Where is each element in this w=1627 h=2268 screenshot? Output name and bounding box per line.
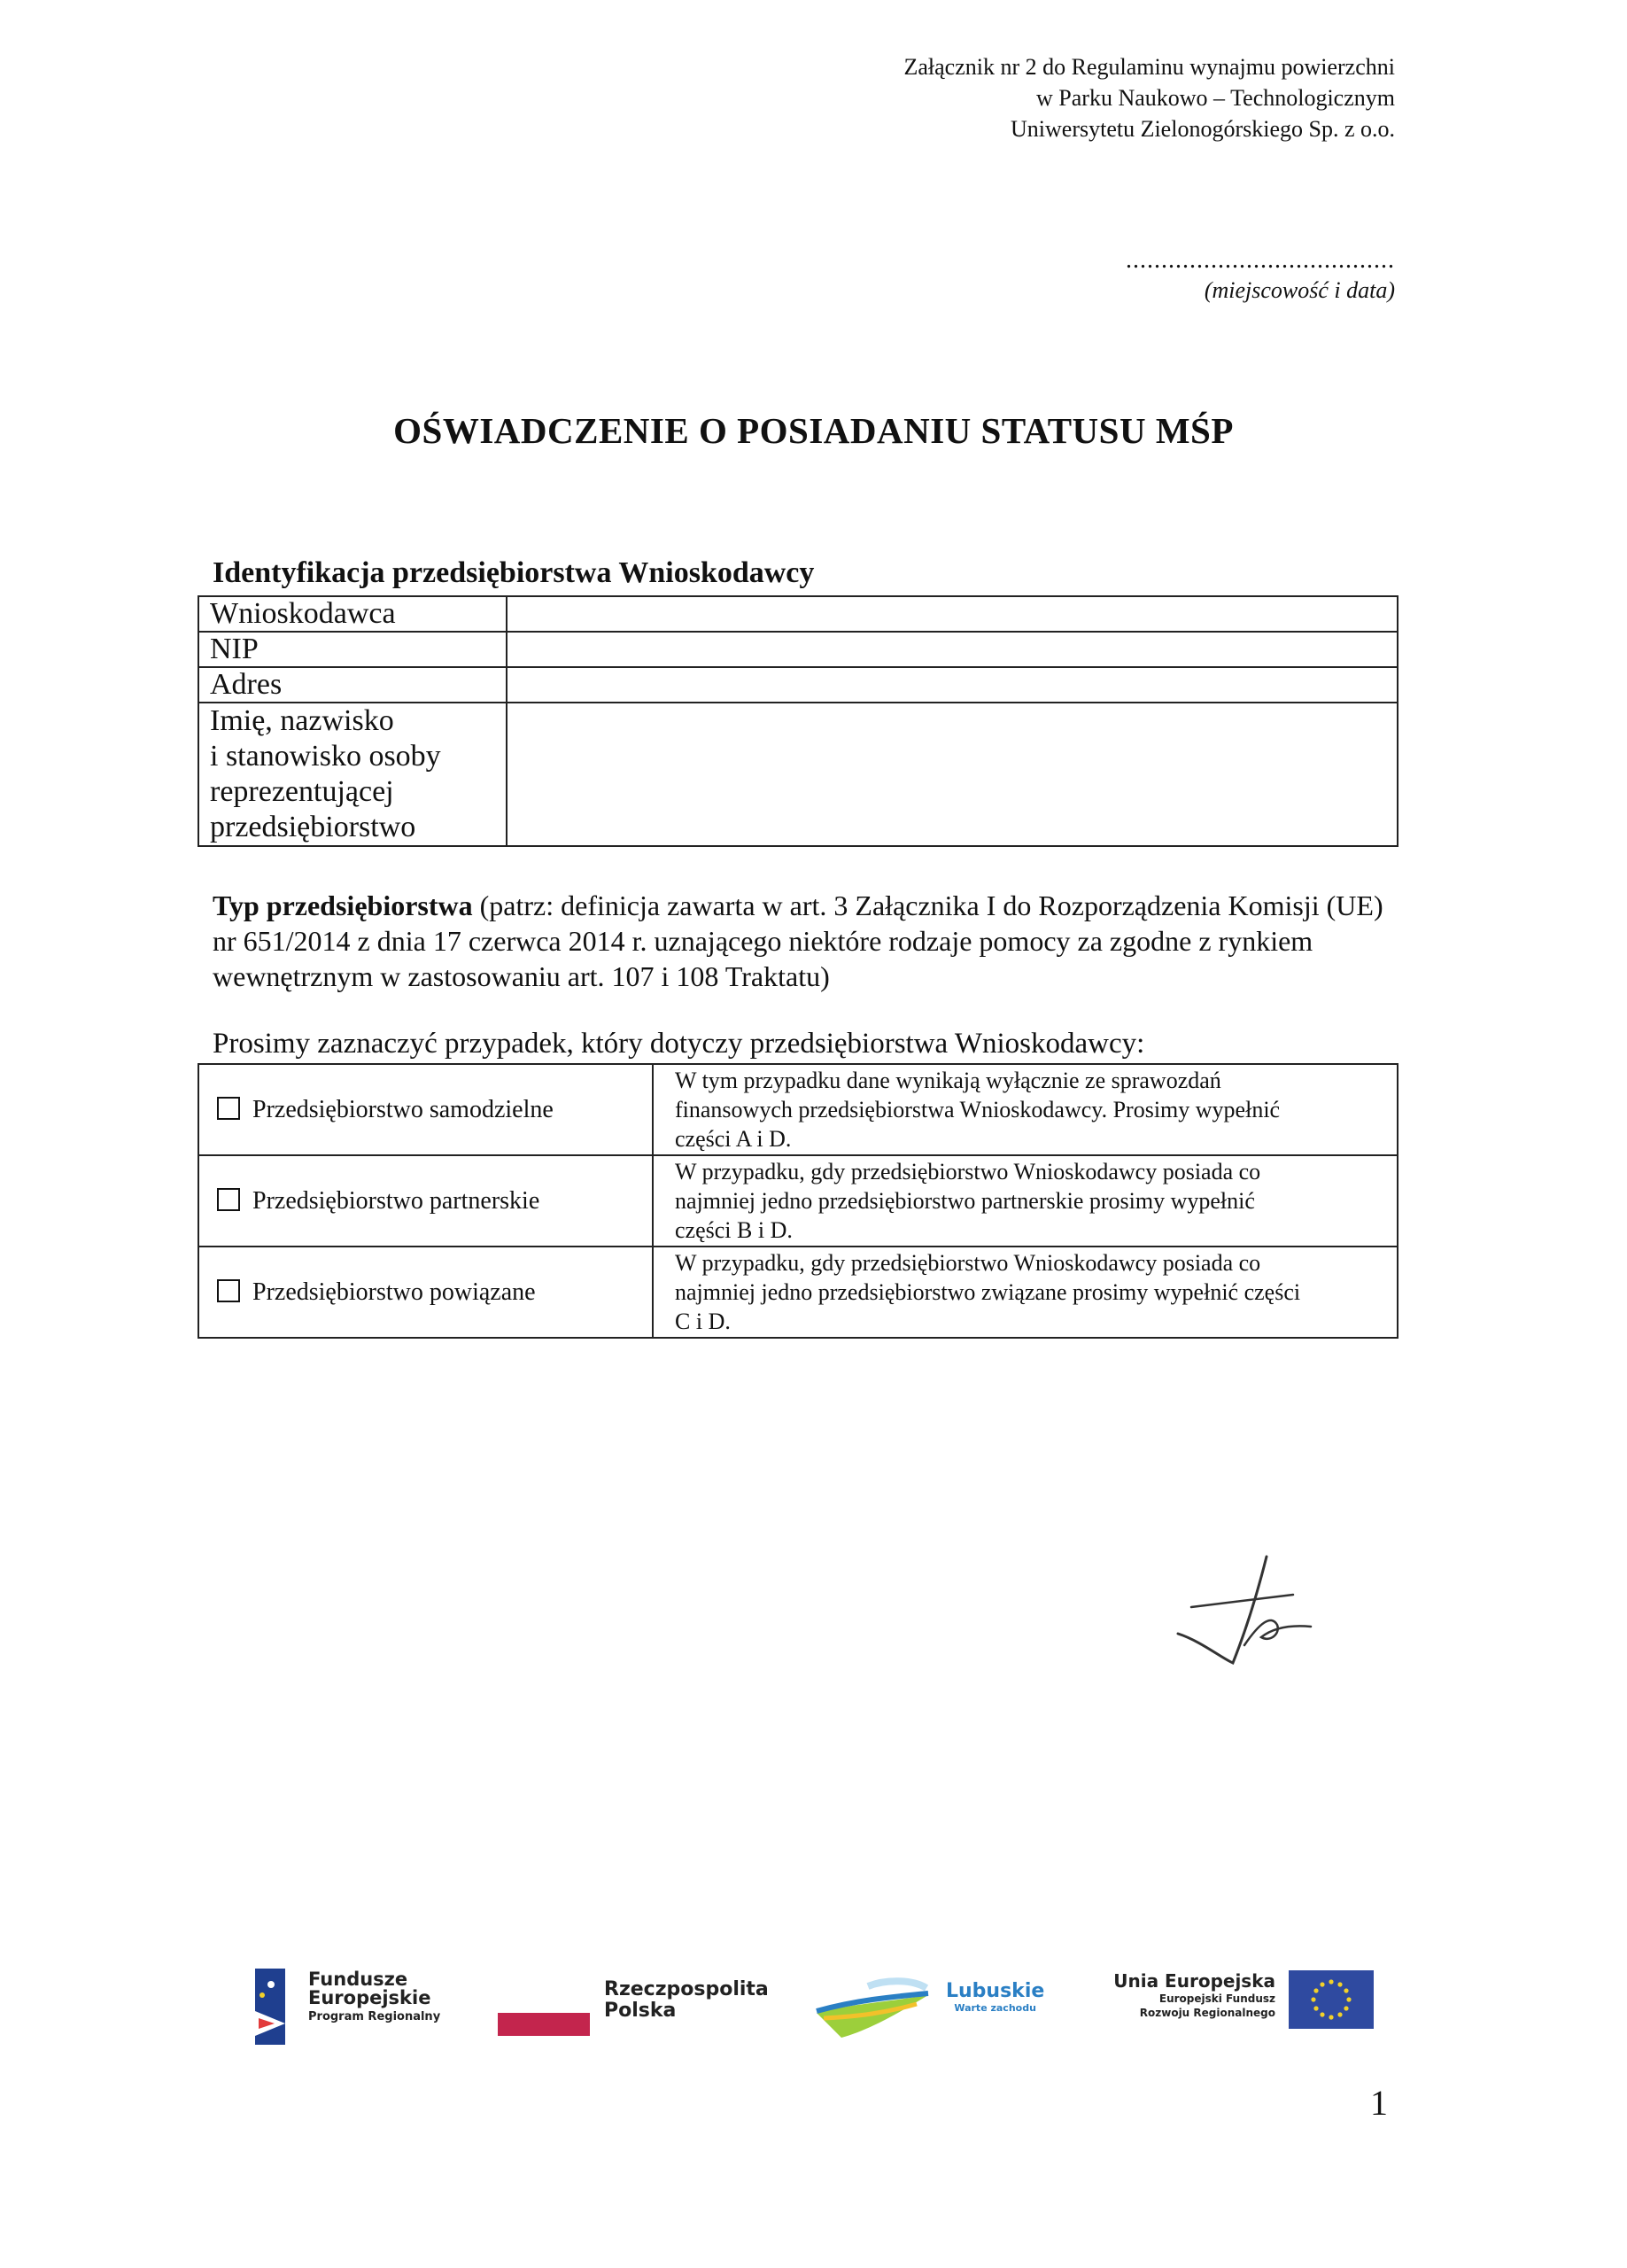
representative-label-line-1: Imię, nazwisko	[210, 704, 394, 737]
table-row	[198, 1064, 1398, 1155]
nip-value[interactable]	[507, 632, 1398, 667]
unia-europejska-logo	[1098, 1970, 1275, 2020]
address-label: Adres	[198, 667, 507, 703]
header-note	[903, 51, 1395, 144]
option-autonomous[interactable]	[198, 1064, 653, 1155]
fe-line-3: Program Regionalny	[308, 2010, 441, 2023]
ue-line-1: Unia Europejska	[1113, 1970, 1275, 1992]
description-line: W tym przypadku dane wynikają wyłącznie ze sprawozdań	[675, 1068, 1221, 1093]
table-row	[198, 1247, 1398, 1338]
eu-flag-icon	[1289, 1970, 1374, 2029]
lubuskie-tagline: Warte zachodu	[954, 2002, 1036, 2014]
ue-line-3: Rozwoju Regionalnego	[1139, 2007, 1275, 2019]
identification-table	[198, 595, 1398, 847]
representative-label-line-4: przedsiębiorstwo	[210, 811, 416, 843]
table-row	[198, 596, 1398, 632]
option-linked-description	[653, 1247, 1398, 1338]
polish-flag-icon	[498, 1995, 590, 2036]
lubuskie-icon	[815, 1977, 930, 2039]
option-linked[interactable]	[198, 1247, 653, 1338]
fundusze-europejskie-icon	[248, 1969, 292, 2048]
header-note-line-3: Uniwersytetu Zielonogórskiego Sp. z o.o.	[1011, 116, 1395, 142]
checkbox-linked[interactable]	[217, 1279, 240, 1302]
fe-line-2: Europejskie	[308, 1987, 431, 2008]
applicant-label: Wnioskodawca	[198, 596, 507, 632]
rp-line-2: Polska	[604, 2000, 677, 2022]
description-line: części A i D.	[675, 1126, 792, 1152]
representative-label	[198, 703, 507, 846]
table-row	[198, 703, 1398, 846]
option-partner-description	[653, 1155, 1398, 1247]
nip-label: NIP	[198, 632, 507, 667]
signature	[1160, 1552, 1329, 1676]
document-title: OŚWIADCZENIE O POSIADANIU STATUSU MŚP	[393, 410, 1234, 451]
representative-label-line-2: i stanowisko osoby	[210, 740, 441, 773]
description-line: najmniej jedno przedsiębiorstwo związane prosimy wypełnić części	[675, 1279, 1301, 1305]
enterprise-type-table	[198, 1063, 1398, 1339]
fundusze-europejskie-logo	[308, 1970, 440, 2027]
description-line: części B i D.	[675, 1217, 793, 1243]
table-row	[198, 1155, 1398, 1247]
description-line: najmniej jedno przedsiębiorstwo partnerskie prosimy wypełnić	[675, 1188, 1255, 1214]
place-date-label: (miejscowość i data)	[1204, 277, 1395, 303]
page-number: 1	[1370, 2083, 1388, 2123]
description-line: W przypadku, gdy przedsiębiorstwo Wnioskodawcy posiada co	[675, 1250, 1261, 1276]
ue-line-2: Europejski Fundusz	[1158, 1992, 1275, 2005]
option-partner[interactable]	[198, 1155, 653, 1247]
lubuskie-logo	[946, 1981, 1044, 2015]
place-date-field	[1126, 248, 1395, 308]
applicant-value[interactable]	[507, 596, 1398, 632]
rzeczpospolita-polska-logo	[604, 1979, 769, 2022]
header-note-line-2: w Parku Naukowo – Technologicznym	[1036, 85, 1395, 111]
checkbox-partner[interactable]	[217, 1188, 240, 1211]
rp-line-1: Rzeczpospolita	[604, 1978, 769, 2000]
option-autonomous-label: Przedsiębiorstwo samodzielne	[252, 1095, 554, 1123]
lubuskie-name: Lubuskie	[946, 1980, 1045, 2002]
option-partner-label: Przedsiębiorstwo partnerskie	[252, 1186, 540, 1215]
representative-label-line-3: reprezentującej	[210, 775, 394, 808]
header-note-line-1: Załącznik nr 2 do Regulaminu wynajmu powierzchni	[903, 54, 1395, 80]
table-row	[198, 667, 1398, 703]
enterprise-type-bold: Typ przedsiębiorstwa	[213, 889, 473, 921]
identification-heading: Identyfikacja przedsiębiorstwa Wnioskodawcy	[213, 556, 815, 589]
address-value[interactable]	[507, 667, 1398, 703]
enterprise-type-text: (patrz: definicja zawarta w art. 3 Załącznika I do Rozporządzenia Komisji (UE) nr 651/2014 z dnia 17 czerwca 2014 r. uznającego niektóre rodzaje pomocy za zgodne z rynkiem wewnętrznym w zastosowaniu art. 107 i 108 Traktatu)	[213, 889, 1383, 992]
fe-line-1: Fundusze	[308, 1969, 408, 1990]
representative-value[interactable]	[507, 703, 1398, 846]
place-date-dots[interactable]: ......................................	[1126, 246, 1395, 274]
choose-instruction: Prosimy zaznaczyć przypadek, który dotyczy przedsiębiorstwa Wnioskodawcy:	[213, 1028, 1145, 1060]
funding-logos-bar	[248, 1969, 1355, 2048]
table-row	[198, 632, 1398, 667]
enterprise-type-paragraph	[213, 888, 1391, 994]
description-line: finansowych przedsiębiorstwa Wnioskodawcy. Prosimy wypełnić	[675, 1097, 1281, 1122]
description-line: W przypadku, gdy przedsiębiorstwo Wnioskodawcy posiada co	[675, 1159, 1261, 1184]
option-autonomous-description	[653, 1064, 1398, 1155]
checkbox-autonomous[interactable]	[217, 1097, 240, 1120]
option-linked-label: Przedsiębiorstwo powiązane	[252, 1278, 536, 1306]
description-line: C i D.	[675, 1309, 731, 1334]
